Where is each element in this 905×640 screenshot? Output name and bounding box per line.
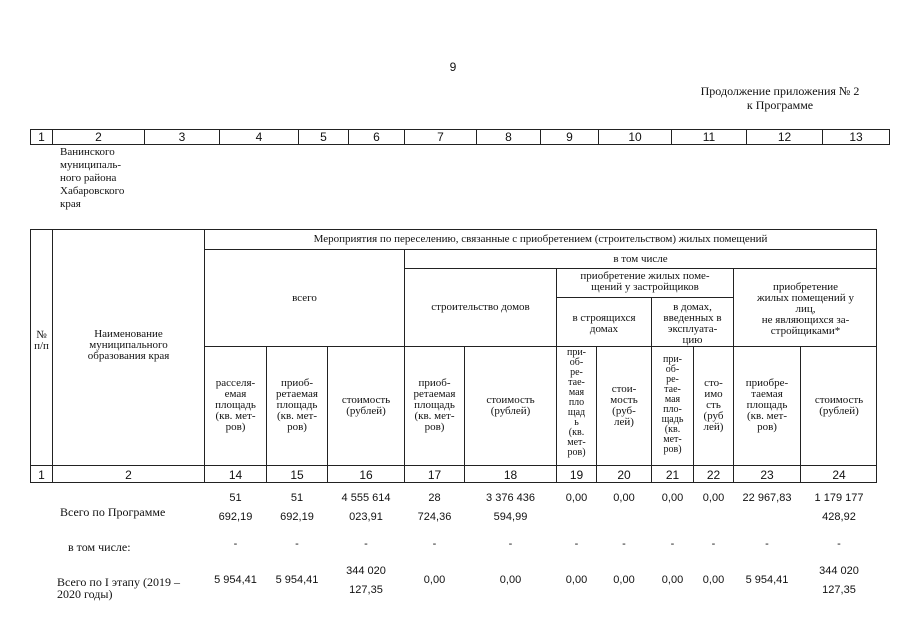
text-rows-1-values-1-0: - (295, 538, 299, 550)
text-headers-c14-4: ров) (225, 421, 246, 433)
header-under-construction (557, 313, 651, 335)
text-rows-1-values-7-0: - (670, 538, 675, 550)
text-rows-0-values-10-0: 1 179 177 (814, 492, 864, 504)
text-headers-c17-1: ретаемая (413, 388, 456, 400)
header-c24 (801, 395, 877, 417)
header-total: всего (292, 291, 317, 304)
text-rows-0-values-0-0: 51 (229, 492, 242, 504)
text-region_name-1: муниципаль- (60, 159, 122, 171)
header-c19 (557, 348, 596, 458)
text-rows-0-values-1-1: 692,19 (280, 511, 314, 523)
text-numbering_row-10: 22 (706, 467, 721, 482)
text-numbering_row-9: 21 (665, 467, 680, 482)
text-headers-buy_nondev-3: не являющихся за- (761, 314, 850, 326)
grid-line (204, 346, 877, 347)
text-rows-0-values-2-0: 4 555 614 (341, 492, 391, 504)
row-including-label: в том числе: (68, 540, 131, 554)
text-headers-c18-0: стоимость (486, 394, 535, 406)
text-headers-c19-3: тае- (568, 377, 585, 388)
text-headers-c23-4: ров) (757, 421, 777, 433)
header-commissioned (652, 302, 733, 346)
text-numbering_row-11: 23 (760, 467, 774, 482)
text-headers-c24-1: (рублей) (819, 405, 859, 417)
text-rows-2-values-4-0: 0,00 (499, 574, 522, 586)
text-rows-1-values-8-0: - (711, 538, 716, 550)
text-headers-c17-2: площадь (414, 399, 455, 411)
text-rows-2-values-3-0: 0,00 (423, 574, 446, 586)
text-headers-num-1: п/п (34, 340, 49, 352)
header-buy-nondevelopers (734, 282, 877, 337)
text-rows-2-values-10-0: 344 020 (819, 565, 859, 577)
continuation-line-2: к Программе (746, 98, 814, 112)
text-rows-2-values-7-0: 0,00 (661, 574, 684, 586)
grid-line (556, 297, 733, 298)
prev-col-6: 6 (348, 129, 405, 145)
text-headers-c22-3: (руб (703, 410, 724, 422)
header-c20 (597, 384, 651, 428)
text-numbering_row-3: 15 (290, 467, 304, 482)
text-region_name-4: края (60, 198, 81, 210)
text-headers-c21-7: (кв. (664, 424, 681, 435)
text-headers-c21-4: мая (664, 394, 681, 405)
text-rows-0-values-3-0: 28 (428, 492, 441, 504)
text-rows-2-values-2-1: 127,35 (349, 584, 383, 596)
text-numbering_row-6: 18 (503, 467, 518, 482)
text-rows-1-values-10-0: - (837, 538, 841, 550)
text-headers-c22-4: лей) (703, 421, 724, 433)
text-headers-c23-3: (кв. мет- (746, 410, 787, 422)
text-numbering_row-12: 24 (832, 467, 846, 482)
text-rows-0-values-10-1: 428,92 (822, 511, 856, 523)
header-num (31, 330, 52, 352)
text-headers-buy_nondev-0: приобретение (772, 281, 839, 293)
text-rows-1-values-5-0: - (574, 538, 579, 550)
text-headers-commissioned-1: введенных в (663, 312, 722, 324)
text-headers-c17-3: (кв. мет- (414, 410, 455, 422)
text-headers-under_constr-0: в строящихся (572, 312, 636, 324)
text-headers-c23-1: таемая (751, 388, 783, 400)
text-headers-c15-0: приоб- (280, 377, 314, 389)
prev-col-9: 9 (540, 129, 599, 145)
text-headers-c21-3: тае- (664, 384, 681, 395)
text-rows-0-values-9-0: 22 967,83 (742, 492, 792, 504)
text-headers-buy_nondev-1: жилых помещений у (757, 292, 854, 304)
prev-col-5: 5 (298, 129, 349, 145)
text-headers-commissioned-0: в домах, (673, 301, 712, 313)
header-c18 (465, 395, 556, 417)
prev-col-11: 11 (671, 129, 747, 145)
text-rows-0-values-1-0: 51 (290, 492, 304, 504)
text-region_name-2: ного района (60, 172, 117, 184)
text-rows-0-values-7-0: 0,00 (661, 492, 684, 504)
text-headers-c19-5: пло (568, 397, 585, 408)
text-rows-1-values-4-0: - (508, 538, 513, 550)
prev-col-10: 10 (598, 129, 672, 145)
text-headers-c14-0: расселя- (215, 377, 256, 389)
text-rows-0-values-4-0: 3 376 436 (486, 492, 535, 504)
text-rows-1-values-3-0: - (432, 538, 437, 550)
text-headers-c20-0: стои- (611, 383, 637, 395)
text-headers-c15-1: ретаемая (276, 388, 318, 400)
text-region_name-0: Ванинского (60, 146, 115, 158)
text-headers-c19-10: ров) (567, 447, 586, 458)
text-numbering_row-5: 17 (427, 467, 442, 482)
text-headers-c22-2: сть (706, 399, 721, 411)
text-rows-0-values-0-1: 692,19 (218, 511, 253, 523)
text-headers-c15-2: площадь (276, 399, 318, 411)
text-headers-c19-4: мая (568, 387, 585, 398)
row-total-label: Всего по Программе (60, 505, 166, 519)
text-rows-1-values-9-0: - (765, 538, 769, 550)
continuation-note (680, 84, 880, 112)
text-headers-buy_nondev-4: стройщиками* (770, 325, 841, 337)
text-headers-c19-6: щад (567, 407, 586, 418)
continuation-line-1: Продолжение приложения № 2 (700, 84, 860, 98)
header-c16 (328, 395, 404, 417)
text-headers-buy_dev-1: щений у застройщиков (591, 281, 699, 293)
text-rows-0-values-8-0: 0,00 (702, 492, 725, 504)
text-headers-c14-3: (кв. мет- (215, 410, 256, 422)
prev-col-1: 1 (30, 129, 53, 145)
text-headers-c15-4: ров) (287, 421, 307, 433)
text-headers-c20-1: мость (610, 394, 638, 406)
text-rows-2-values-9-0: 5 954,41 (745, 574, 789, 586)
text-rows-2-values-0-0: 5 954,41 (214, 574, 257, 586)
text-rows-2-values-2-0: 344 020 (346, 565, 386, 577)
text-headers-c16-1: (рублей) (346, 405, 386, 417)
text-headers-c19-9: мет- (567, 437, 586, 448)
text-headers-c18-1: (рублей) (490, 405, 531, 417)
text-headers-commissioned-3: цию (682, 334, 703, 346)
header-construction: строительство домов (431, 301, 530, 313)
prev-col-4: 4 (219, 129, 299, 145)
text-rows-0-values-5-0: 0,00 (565, 492, 588, 504)
text-headers-c21-0: при- (662, 354, 683, 365)
prev-col-3: 3 (144, 129, 220, 145)
text-headers-c16-0: стоимость (341, 394, 391, 406)
text-headers-c20-3: лей) (614, 416, 634, 428)
text-headers-c20-2: (руб- (612, 405, 636, 417)
text-headers-c14-1: емая (224, 388, 247, 400)
text-rows-2-values-8-0: 0,00 (702, 574, 725, 586)
prev-col-8: 8 (476, 129, 541, 145)
text-headers-c21-5: пло- (663, 404, 682, 415)
prev-col-12: 12 (746, 129, 823, 145)
text-rows-2-values-10-1: 127,35 (822, 584, 856, 596)
text-numbering_row-7: 19 (569, 467, 584, 482)
text-headers-name-0: Наименование (94, 328, 163, 340)
text-rows-0-values-3-1: 724,36 (417, 511, 452, 523)
text-headers-commissioned-2: эксплуата- (667, 323, 718, 335)
text-headers-c17-0: приоб- (418, 377, 451, 389)
text-rows-1-values-0-0: - (233, 538, 238, 550)
text-headers-c21-1: об- (665, 364, 680, 375)
text-numbering_row-2: 14 (228, 467, 243, 482)
prev-col-2: 2 (52, 129, 145, 145)
text-headers-c15-3: (кв. мет- (276, 410, 317, 422)
text-headers-under_constr-1: домах (589, 323, 619, 335)
header-buy-developers (557, 271, 733, 293)
header-c23 (734, 378, 800, 433)
row-stage1-label: Всего по I этапу (2019 – 2020 годы) (57, 575, 180, 601)
text-headers-c21-6: щадь (661, 414, 684, 425)
text-headers-c21-9: ров) (663, 444, 682, 455)
text-headers-c14-2: площадь (215, 399, 256, 411)
text-headers-c23-0: приобре- (745, 377, 789, 389)
text-numbering_row-8: 20 (617, 467, 631, 482)
header-c17 (405, 378, 464, 433)
text-headers-c21-2: ре- (666, 374, 679, 385)
text-headers-buy_nondev-2: лиц, (795, 303, 816, 315)
text-numbering_row-0: 1 (38, 467, 45, 482)
text-headers-c19-7: ь (574, 417, 579, 428)
text-headers-name-1: муниципального (89, 339, 168, 351)
text-headers-buy_dev-0: приобретение жилых поме- (580, 270, 710, 282)
text-rows-2-values-1-0: 5 954,41 (275, 574, 319, 586)
text-rows-0-values-6-0: 0,00 (613, 492, 635, 504)
header-c15 (267, 378, 327, 433)
text-headers-name-2: образования края (87, 350, 170, 362)
text-rows-1-values-2-0: - (364, 538, 368, 550)
text-headers-c21-8: мет- (663, 434, 682, 445)
header-measures: Мероприятия по переселению, связанные с приобретением (строительством) жилых помещений (313, 233, 768, 245)
prev-col-13: 13 (822, 129, 890, 145)
text-headers-c23-2: площадь (746, 399, 788, 411)
region-name (60, 146, 160, 211)
text-region_name-3: Хабаровского (60, 185, 125, 197)
text-headers-c19-2: ре- (570, 367, 583, 378)
text-headers-c19-8: (кв. (568, 427, 585, 438)
text-rows-1-values-6-0: - (622, 538, 626, 550)
text-headers-c19-1: об- (569, 357, 584, 368)
text-headers-c24-0: стоимость (814, 394, 864, 406)
header-c22 (694, 378, 733, 433)
text-headers-c22-1: имо (704, 388, 723, 400)
text-headers-num-0: № (36, 329, 47, 341)
header-c21 (652, 355, 693, 455)
text-headers-c17-4: ров) (424, 421, 445, 433)
text-headers-c22-0: сто- (704, 377, 723, 389)
text-numbering_row-4: 16 (359, 467, 373, 482)
text-rows-2-values-5-0: 0,00 (565, 574, 588, 586)
header-name (53, 329, 204, 362)
text-rows-0-values-4-1: 594,99 (493, 511, 528, 523)
header-c14 (205, 378, 266, 433)
text-headers-c19-0: при- (566, 347, 587, 358)
header-in-total: в том числе (613, 252, 668, 265)
text-numbering_row-1: 2 (125, 467, 132, 482)
text-rows-0-values-2-1: 023,91 (349, 511, 383, 523)
prev-col-7: 7 (404, 129, 477, 145)
page-number: 9 (449, 60, 457, 74)
text-rows-2-values-6-0: 0,00 (613, 574, 635, 586)
